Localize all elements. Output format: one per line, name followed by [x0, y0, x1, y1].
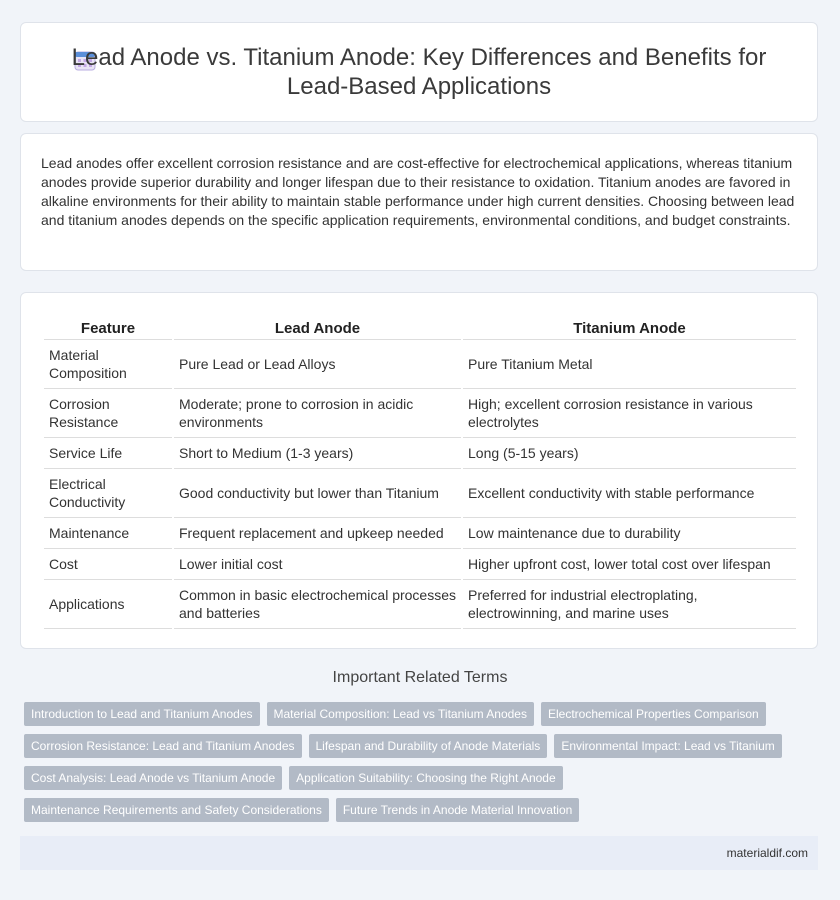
- table-row: [44, 389, 796, 438]
- related-terms-heading: Important Related Terms: [332, 669, 508, 686]
- titanium-cell: Preferred for industrial electroplating, electrowinning, and marine uses: [463, 580, 796, 629]
- feature-cell: Material Composition: [44, 340, 172, 389]
- table-row: [44, 340, 796, 389]
- header-titanium-anode: Titanium Anode: [463, 315, 796, 340]
- related-term-tag[interactable]: Future Trends in Anode Material Innovation: [336, 798, 579, 822]
- table-row: [44, 469, 796, 518]
- lead-cell: Short to Medium (1-3 years): [174, 438, 461, 469]
- table-header-row: [44, 315, 796, 340]
- titanium-cell: Long (5-15 years): [463, 438, 796, 469]
- intro-card: [20, 133, 818, 271]
- lead-cell: Lower initial cost: [174, 549, 461, 580]
- feature-cell: Maintenance: [44, 518, 172, 549]
- feature-cell: Electrical Conductivity: [44, 469, 172, 518]
- feature-cell: Corrosion Resistance: [44, 389, 172, 438]
- related-term-tag[interactable]: Cost Analysis: Lead Anode vs Titanium Anode: [24, 766, 282, 790]
- related-term-tag[interactable]: Application Suitability: Choosing the Right Anode: [289, 766, 563, 790]
- titanium-cell: Low maintenance due to durability: [463, 518, 796, 549]
- related-term-tag[interactable]: Introduction to Lead and Titanium Anodes: [24, 702, 260, 726]
- titanium-cell: Excellent conductivity with stable performance: [463, 469, 796, 518]
- related-term-tag[interactable]: Environmental Impact: Lead vs Titanium: [554, 734, 781, 758]
- feature-cell: Applications: [44, 580, 172, 629]
- lead-cell: Pure Lead or Lead Alloys: [174, 340, 461, 389]
- related-term-tag[interactable]: Maintenance Requirements and Safety Considerations: [24, 798, 329, 822]
- titanium-cell: Pure Titanium Metal: [463, 340, 796, 389]
- lead-cell: Moderate; prone to corrosion in acidic environments: [174, 389, 461, 438]
- lead-cell: Good conductivity but lower than Titanium: [174, 469, 461, 518]
- titanium-cell: Higher upfront cost, lower total cost over lifespan: [463, 549, 796, 580]
- header-card: [20, 22, 818, 122]
- related-terms-list: [24, 702, 814, 830]
- footer: [20, 836, 818, 870]
- related-term-tag[interactable]: Corrosion Resistance: Lead and Titanium Anodes: [24, 734, 302, 758]
- footer-site-link[interactable]: materialdif.com: [726, 846, 808, 860]
- lead-cell: Frequent replacement and upkeep needed: [174, 518, 461, 549]
- lead-cell: Common in basic electrochemical processes and batteries: [174, 580, 461, 629]
- table-row: [44, 580, 796, 629]
- related-term-tag[interactable]: Electrochemical Properties Comparison: [541, 702, 766, 726]
- intro-paragraph: Lead anodes offer excellent corrosion resistance and are cost-effective for electrochemical applications, whereas titanium anodes provide superior durability and longer lifespan due to their resistance to oxidation. Titanium anodes are favored in alkaline environments for their ability to maintain stable performance under high current densities. Choosing between lead and titanium anodes depends on the specific application requirements, environmental conditions, and budget constraints.: [41, 155, 795, 228]
- feature-cell: Cost: [44, 549, 172, 580]
- header-lead-anode: Lead Anode: [174, 315, 461, 340]
- related-term-tag[interactable]: Material Composition: Lead vs Titanium Anodes: [267, 702, 534, 726]
- table-row: [44, 518, 796, 549]
- page-title: Lead Anode vs. Titanium Anode: Key Differences and Benefits for Lead-Based Applications: [71, 44, 767, 100]
- related-term-tag[interactable]: Lifespan and Durability of Anode Materials: [309, 734, 548, 758]
- comparison-table-card: [20, 292, 818, 649]
- feature-cell: Service Life: [44, 438, 172, 469]
- table-row: [44, 438, 796, 469]
- comparison-table: [42, 315, 798, 629]
- titanium-cell: High; excellent corrosion resistance in various electrolytes: [463, 389, 796, 438]
- header-feature: Feature: [44, 315, 172, 340]
- table-row: [44, 549, 796, 580]
